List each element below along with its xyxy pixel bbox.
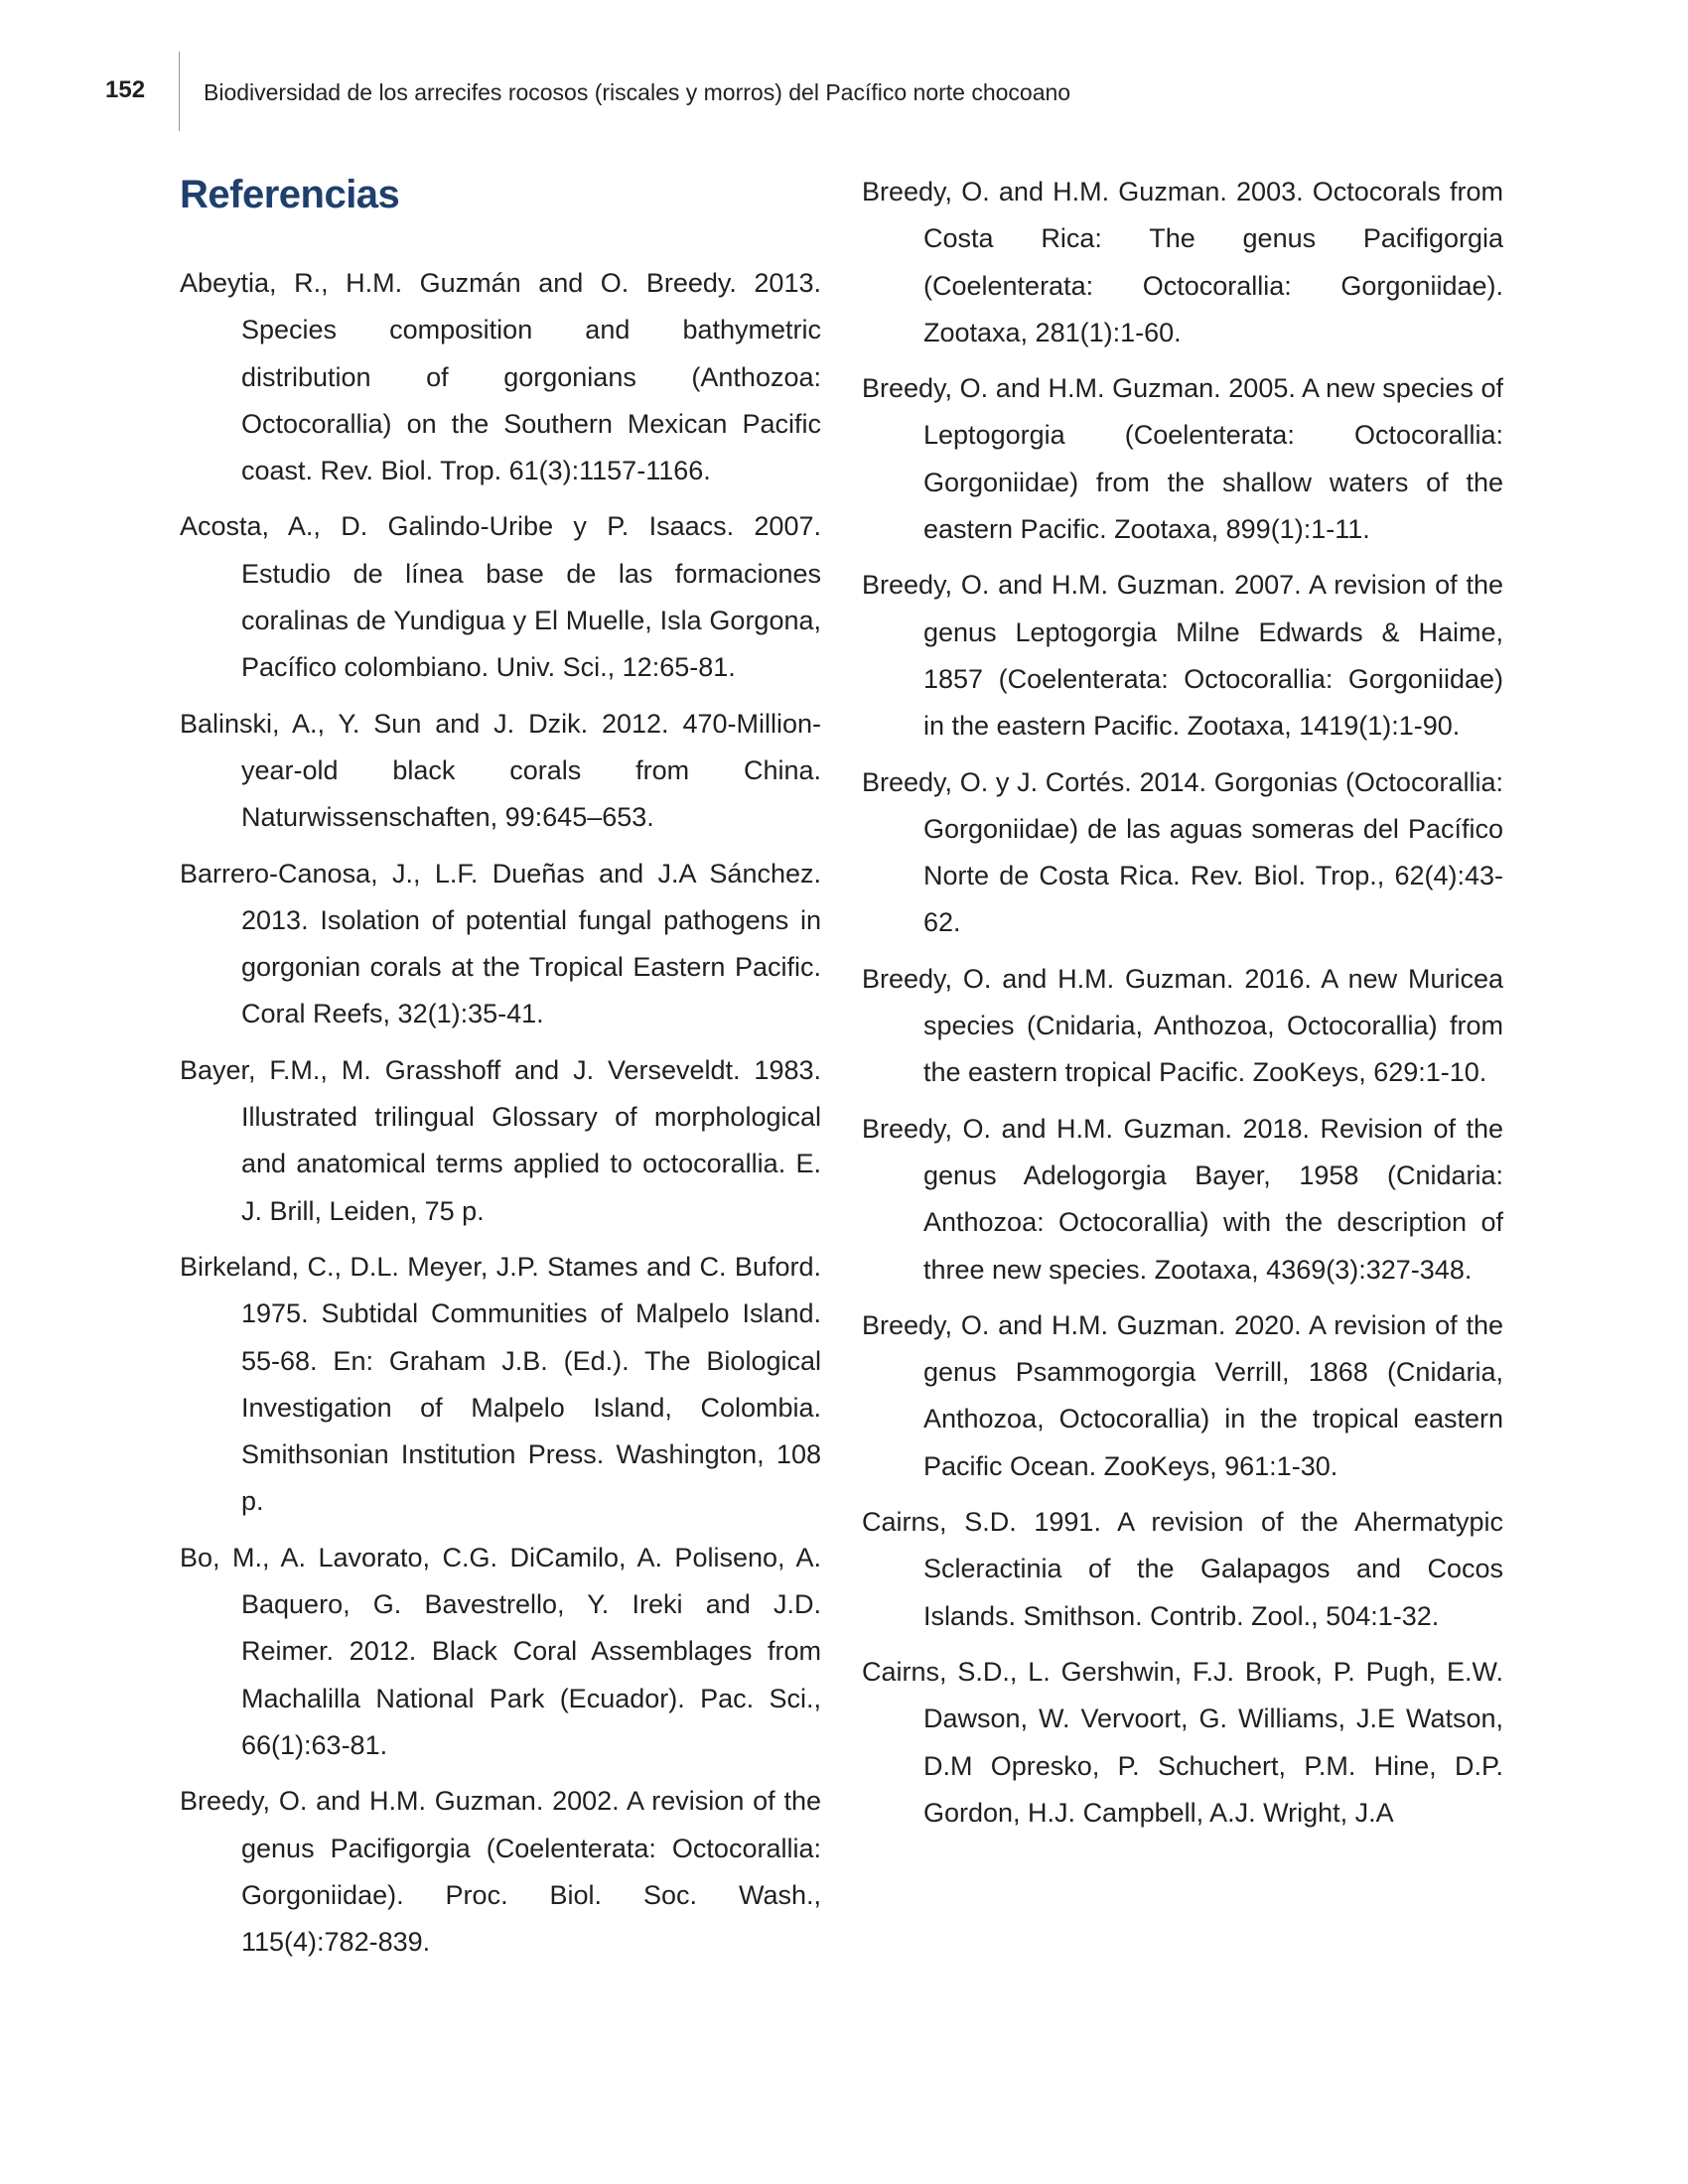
- reference-list-left: [180, 260, 821, 1966]
- reference-item: Breedy, O. and H.M. Guzman. 2007. A revision of the genus Leptogorgia Milne Edwards & Haime, 1857 (Coelenterata: Octocorallia: Gorgoniidae) in the eastern Pacific. Zootaxa, 1419(1):1-90.: [862, 570, 1503, 742]
- left-column: [180, 169, 821, 1975]
- reference-item: Breedy, O. and H.M. Guzman. 2002. A revision of the genus Pacifigorgia (Coelenterata: Octocorallia: Gorgoniidae). Proc. Biol. Soc. Wash., 115(4):782-839.: [180, 1786, 821, 1958]
- page-number: 152: [105, 76, 146, 103]
- reference-item: Acosta, A., D. Galindo-Uribe y P. Isaacs. 2007. Estudio de línea base de las formaciones coralinas de Yundigua y El Muelle, Isla Gorgona, Pacífico colombiano. Univ. Sci., 12:65-81.: [180, 511, 821, 683]
- reference-item: Breedy, O. and H.M. Guzman. 2016. A new Muricea species (Cnidaria, Anthozoa, Octocorallia) from the eastern tropical Pacific. ZooKeys, 629:1-10.: [862, 963, 1503, 1088]
- reference-item: Abeytia, R., H.M. Guzmán and O. Breedy. 2013. Species composition and bathymetric distribution of gorgonians (Anthozoa: Octocorallia) on the Southern Mexican Pacific coast. Rev. Biol. Trop. 61(3):1157-1166.: [180, 268, 821, 486]
- reference-item: Bo, M., A. Lavorato, C.G. DiCamilo, A. Poliseno, A. Baquero, G. Bavestrello, Y. Ireki and J.D. Reimer. 2012. Black Coral Assemblages from Machalilla National Park (Ecuador). Pac. Sci., 66(1):63-81.: [180, 1542, 821, 1760]
- reference-item: Balinski, A., Y. Sun and J. Dzik. 2012. 470-Million-year-old black corals from China. Naturwissenschaften, 99:645–653.: [180, 708, 821, 833]
- reference-item: Breedy, O. and H.M. Guzman. 2003. Octocorals from Costa Rica: The genus Pacifigorgia (Coelenterata: Octocorallia: Gorgoniidae). Zootaxa, 281(1):1-60.: [862, 177, 1503, 347]
- reference-item: Bayer, F.M., M. Grasshoff and J. Verseveldt. 1983. Illustrated trilingual Glossary of morphological and anatomical terms applied to octocorallia. E. J. Brill, Leiden, 75 p.: [180, 1054, 821, 1226]
- header-divider: [179, 52, 180, 131]
- reference-list-right: [862, 169, 1503, 1837]
- reference-item: Breedy, O. and H.M. Guzman. 2020. A revision of the genus Psammogorgia Verrill, 1868 (Cnidaria, Anthozoa, Octocorallia) in the tropical eastern Pacific Ocean. ZooKeys, 961:1-30.: [862, 1309, 1503, 1481]
- reference-item: Birkeland, C., D.L. Meyer, J.P. Stames and C. Buford. 1975. Subtidal Communities of Malpelo Island. 55-68. En: Graham J.B. (Ed.). The Biological Investigation of Malpelo Island, Colombia. Smithsonian Institution Press. Washington, 108 p.: [180, 1251, 821, 1517]
- right-column: [862, 169, 1503, 1845]
- page-header: [0, 73, 1688, 133]
- running-title: Biodiversidad de los arrecifes rocosos (riscales y morros) del Pacífico norte chocoano: [204, 79, 1071, 105]
- reference-item: Breedy, O. and H.M. Guzman. 2005. A new species of Leptogorgia (Coelenterata: Octocorallia: Gorgoniidae) from the shallow waters of the eastern Pacific. Zootaxa, 899(1):1-11.: [862, 373, 1503, 545]
- reference-item: Breedy, O. y J. Cortés. 2014. Gorgonias (Octocorallia: Gorgoniidae) de las aguas someras del Pacífico Norte de Costa Rica. Rev. Biol. Trop., 62(4):43-62.: [862, 766, 1503, 938]
- reference-item: Cairns, S.D. 1991. A revision of the Ahermatypic Scleractinia of the Galapagos and Cocos Islands. Smithson. Contrib. Zool., 504:1-32.: [862, 1507, 1503, 1631]
- reference-item: Breedy, O. and H.M. Guzman. 2018. Revision of the genus Adelogorgia Bayer, 1958 (Cnidaria: Anthozoa: Octocorallia) with the description of three new species. Zootaxa, 4369(3):327-348.: [862, 1113, 1503, 1285]
- section-title: Referencias: [180, 173, 400, 216]
- reference-item: Cairns, S.D., L. Gershwin, F.J. Brook, P. Pugh, E.W. Dawson, W. Vervoort, G. Williams, J.E Watson, D.M Opresko, P. Schuchert, P.M. Hine, D.P. Gordon, H.J. Campbell, A.J. Wright, J.A: [862, 1656, 1503, 1828]
- reference-item: Barrero-Canosa, J., L.F. Dueñas and J.A Sánchez. 2013. Isolation of potential fungal pathogens in gorgonian corals at the Tropical Eastern Pacific. Coral Reefs, 32(1):35-41.: [180, 858, 821, 1029]
